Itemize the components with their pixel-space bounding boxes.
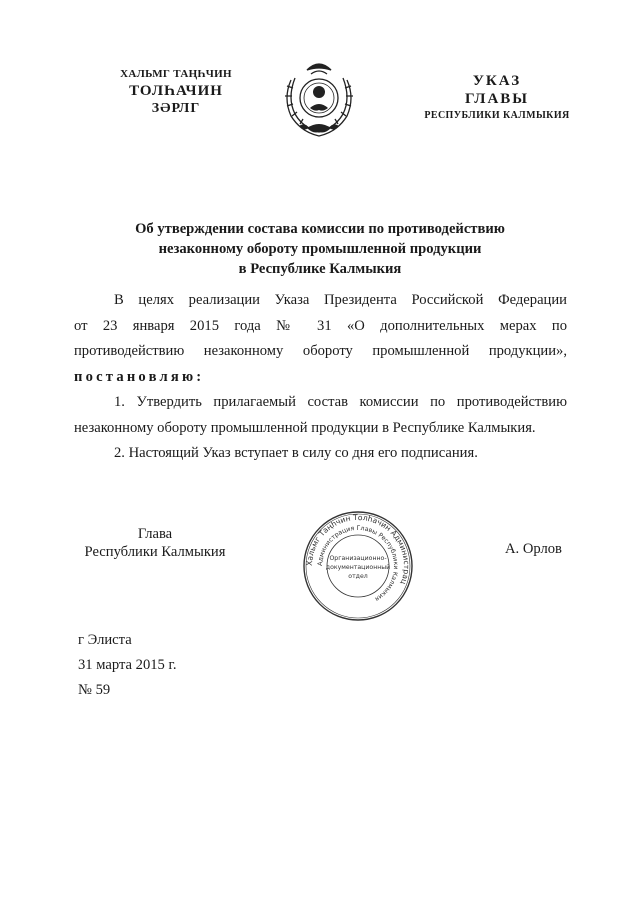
title-line: Об утверждении состава комиссии по противодействию	[135, 221, 505, 237]
decree-number: № 59	[78, 682, 111, 698]
stamp-center-line: документационный	[325, 564, 391, 571]
position-line: Республики Калмыкия	[84, 544, 226, 560]
item-1-line: незаконному обороту промышленной продукции в Республике Калмыкия.	[74, 419, 536, 436]
title-line: в Республике Калмыкия	[238, 261, 402, 277]
header-right-line1: УКАЗ	[472, 73, 522, 89]
stamp-outer-text: Хальмг Таңһчин Толһачин Администрац	[304, 512, 412, 586]
decree-word: постановляю:	[74, 368, 205, 385]
city: г Элиста	[78, 632, 132, 648]
header-left-line2: ТОЛҺАЧИН	[129, 82, 223, 99]
stamp-inner-text: Администрация Главы Республики Калмыкия	[316, 524, 400, 603]
item-2: 2. Настоящий Указ вступает в силу со дня его подписания.	[114, 445, 478, 461]
stamp-center-line: Организационно-	[329, 555, 387, 562]
header-left-line3: ЗӘРЛГ	[151, 100, 201, 116]
signatory-name: А. Орлов	[505, 541, 562, 557]
signatory-position	[80, 525, 230, 561]
preamble-line: от 23 января 2015 года № 31 «О дополнительных мерах по	[74, 317, 567, 334]
stamp-center-line: отдел	[348, 573, 368, 580]
preamble-line: противодействию незаконному обороту промышленной продукции»,	[74, 343, 567, 359]
position-line: Глава	[137, 526, 173, 542]
decree-body	[74, 288, 567, 467]
header-right-line3: РЕСПУБЛИКИ КАЛМЫКИЯ	[424, 110, 570, 121]
coat-of-arms-emblem-icon	[277, 54, 361, 140]
preamble-line: В целях реализации Указа Президента Российской Федерации	[114, 292, 567, 308]
decree-title	[70, 219, 570, 279]
header-left-line1: ХАЛЬМГ ТАҢҺЧИН	[120, 68, 232, 80]
official-stamp-icon	[302, 510, 414, 622]
place-date-number	[78, 628, 176, 703]
header-right-russian	[412, 72, 582, 122]
header-left-kalmyk	[96, 68, 256, 117]
decree-date: 31 марта 2015 г.	[78, 657, 177, 673]
title-line: незаконному обороту промышленной продукции	[158, 241, 482, 257]
header-right-line2: ГЛАВЫ	[464, 91, 530, 107]
item-1-line: 1. Утвердить прилагаемый состав комиссии по противодействию	[114, 394, 567, 410]
